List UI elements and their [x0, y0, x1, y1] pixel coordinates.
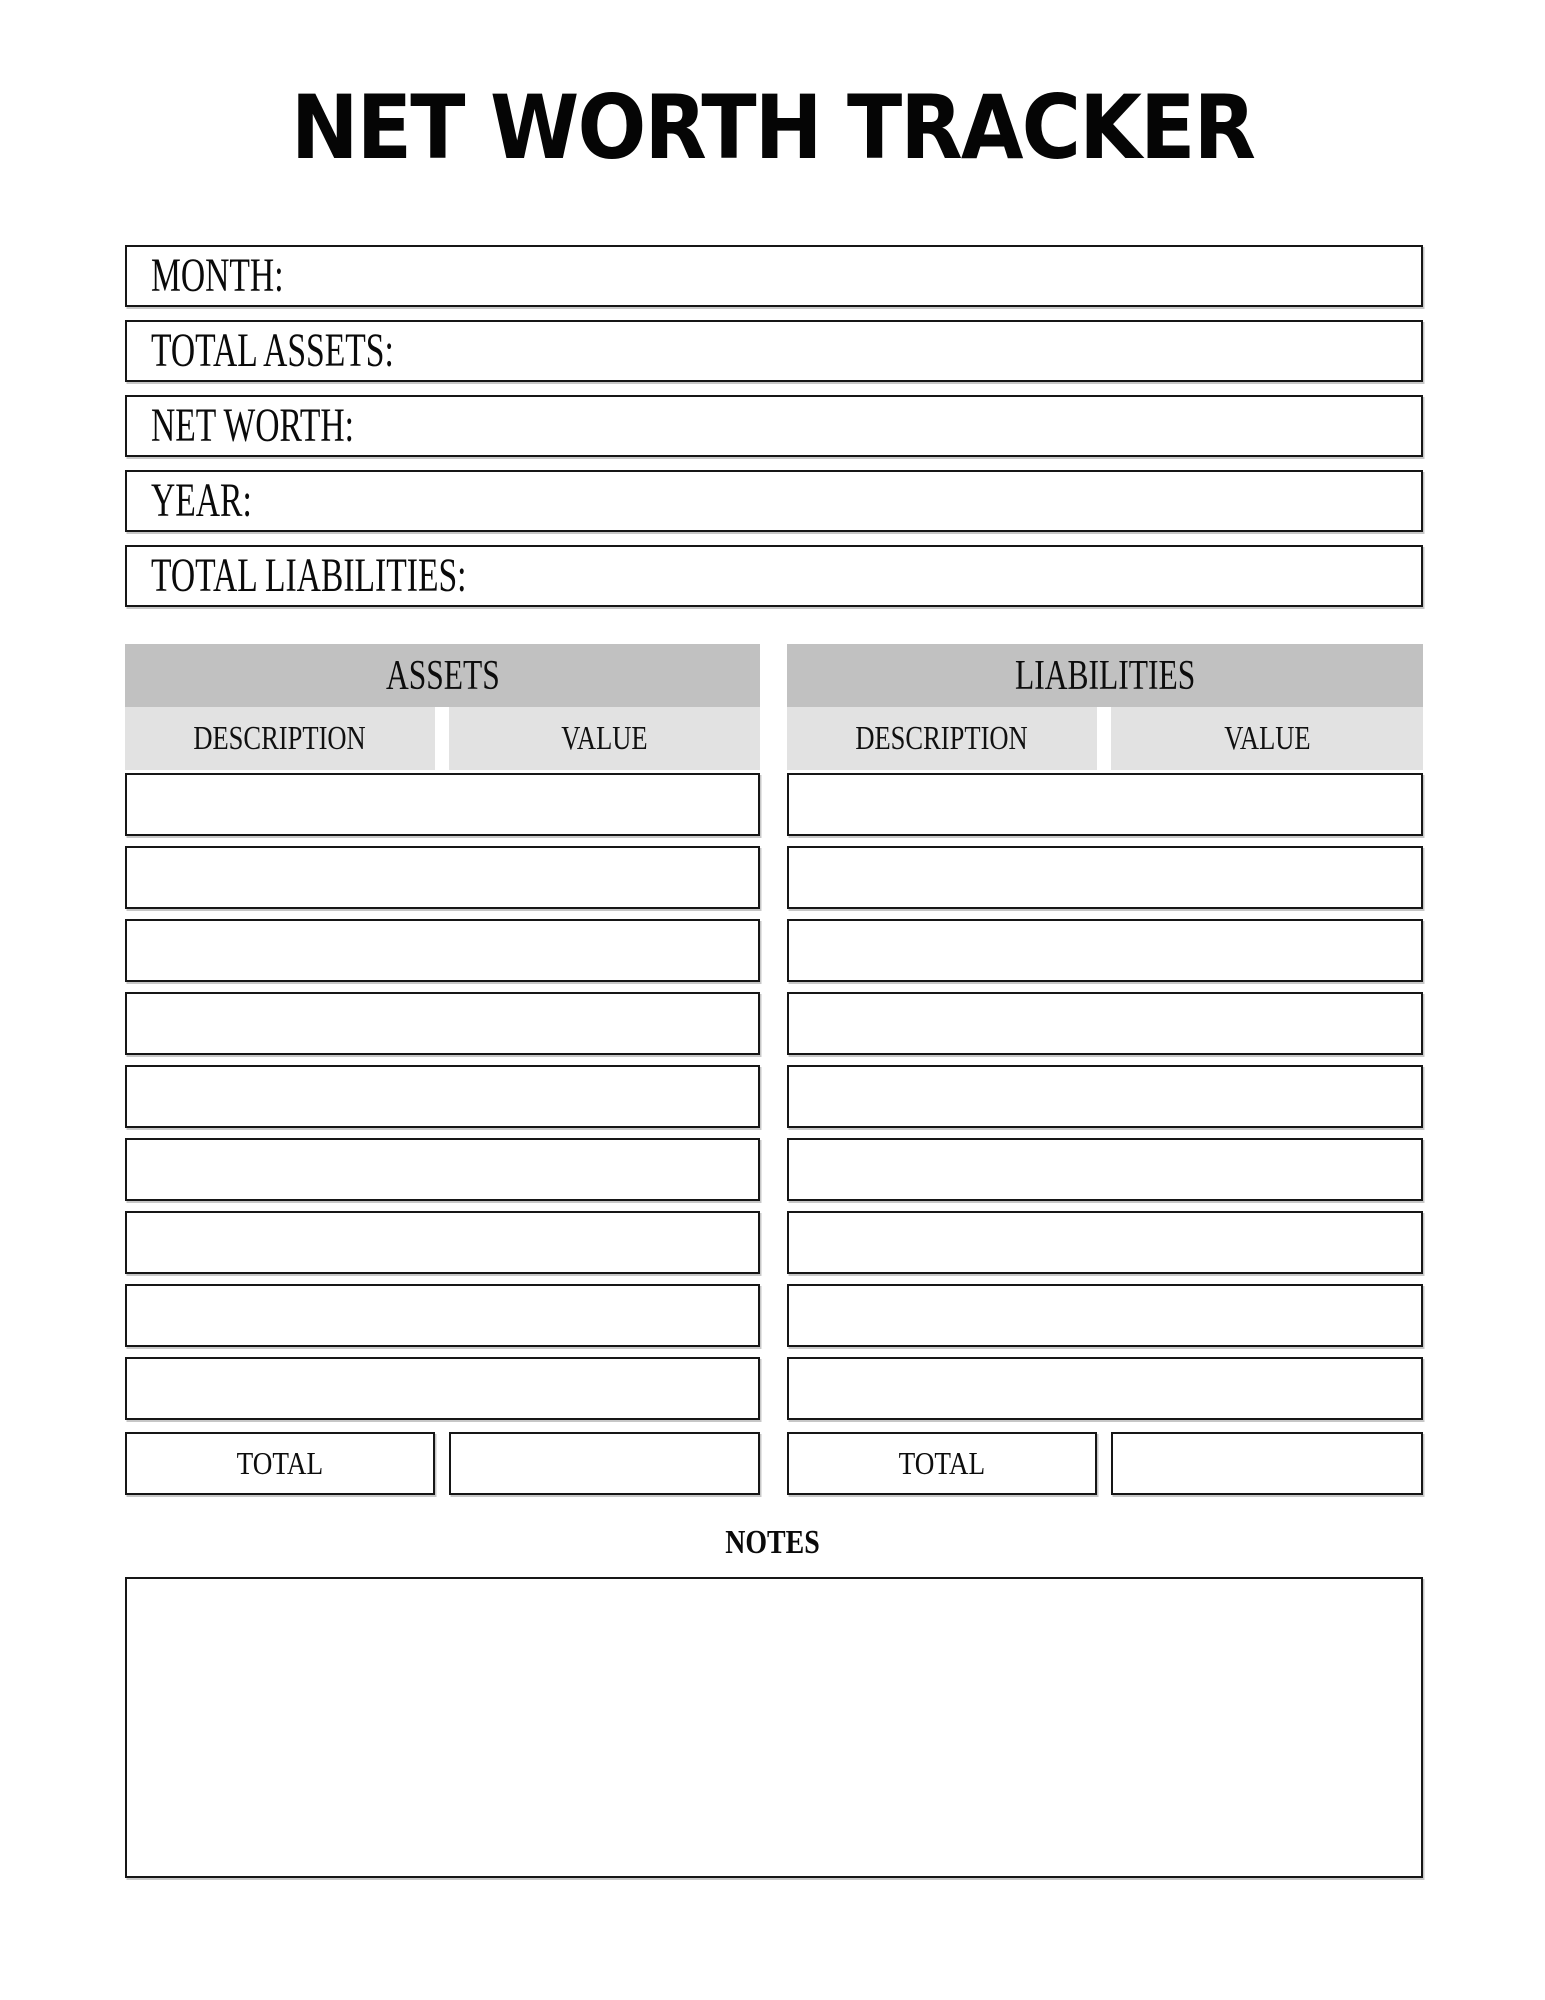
- column-gap: [435, 707, 449, 770]
- asset-entry-row[interactable]: [125, 1211, 760, 1274]
- assets-table: [125, 644, 760, 1495]
- summary-fields: [125, 245, 1423, 620]
- asset-entry-row[interactable]: [125, 919, 760, 982]
- liabilities-table-header: [787, 644, 1423, 707]
- liability-entry-row[interactable]: [787, 846, 1423, 909]
- liabilities-value-label: VALUE: [1223, 719, 1311, 757]
- asset-entry-row[interactable]: [125, 1357, 760, 1420]
- assets-table-header: [125, 644, 760, 707]
- page-title: NET WORTH TRACKER: [290, 76, 1255, 179]
- liability-entry-row[interactable]: [787, 1211, 1423, 1274]
- total-assets-field-label: TOTAL ASSETS:: [151, 324, 394, 377]
- assets-total-row: [125, 1432, 760, 1495]
- year-field[interactable]: [125, 470, 1423, 532]
- notes-input[interactable]: [125, 1577, 1423, 1878]
- assets-total-label-box: [125, 1432, 435, 1495]
- liability-entry-row[interactable]: [787, 773, 1423, 836]
- liabilities-description-label: DESCRIPTION: [855, 719, 1029, 757]
- liability-entry-row[interactable]: [787, 919, 1423, 982]
- asset-entry-row[interactable]: [125, 773, 760, 836]
- assets-table-title: ASSETS: [385, 652, 500, 699]
- assets-value-label: VALUE: [561, 719, 648, 757]
- liabilities-total-row: [787, 1432, 1423, 1495]
- liabilities-column-headers: [787, 707, 1423, 770]
- liability-entry-row[interactable]: [787, 992, 1423, 1055]
- liabilities-value-column-header: [1111, 707, 1423, 770]
- assets-rows: [125, 773, 760, 1420]
- liabilities-rows: [787, 773, 1423, 1420]
- column-gap: [1097, 707, 1111, 770]
- total-assets-field[interactable]: [125, 320, 1423, 382]
- month-field-label: MONTH:: [151, 249, 284, 302]
- asset-entry-row[interactable]: [125, 846, 760, 909]
- assets-total-label: TOTAL: [236, 1445, 324, 1481]
- total-gap: [1097, 1432, 1111, 1495]
- assets-value-column-header: [449, 707, 760, 770]
- assets-description-label: DESCRIPTION: [193, 719, 367, 757]
- assets-column-headers: [125, 707, 760, 770]
- liabilities-total-label: TOTAL: [898, 1445, 986, 1481]
- liabilities-description-column-header: [787, 707, 1097, 770]
- net-worth-field-label: NET WORTH:: [151, 399, 354, 452]
- liability-entry-row[interactable]: [787, 1138, 1423, 1201]
- month-field[interactable]: [125, 245, 1423, 307]
- assets-total-value-box[interactable]: [449, 1432, 760, 1495]
- liabilities-total-value-box[interactable]: [1111, 1432, 1423, 1495]
- liabilities-table-title: LIABILITIES: [1014, 652, 1196, 699]
- total-liabilities-field[interactable]: [125, 545, 1423, 607]
- asset-entry-row[interactable]: [125, 1065, 760, 1128]
- liability-entry-row[interactable]: [787, 1357, 1423, 1420]
- asset-entry-row[interactable]: [125, 1138, 760, 1201]
- liability-entry-row[interactable]: [787, 1284, 1423, 1347]
- liabilities-table: [787, 644, 1423, 1495]
- tables-section: [125, 644, 1423, 1495]
- total-liabilities-field-label: TOTAL LIABILITIES:: [151, 549, 467, 602]
- liability-entry-row[interactable]: [787, 1065, 1423, 1128]
- net-worth-field[interactable]: [125, 395, 1423, 457]
- liabilities-total-label-box: [787, 1432, 1097, 1495]
- total-gap: [435, 1432, 449, 1495]
- asset-entry-row[interactable]: [125, 992, 760, 1055]
- year-field-label: YEAR:: [151, 474, 252, 527]
- assets-description-column-header: [125, 707, 435, 770]
- notes-title: NOTES: [725, 1524, 820, 1561]
- asset-entry-row[interactable]: [125, 1284, 760, 1347]
